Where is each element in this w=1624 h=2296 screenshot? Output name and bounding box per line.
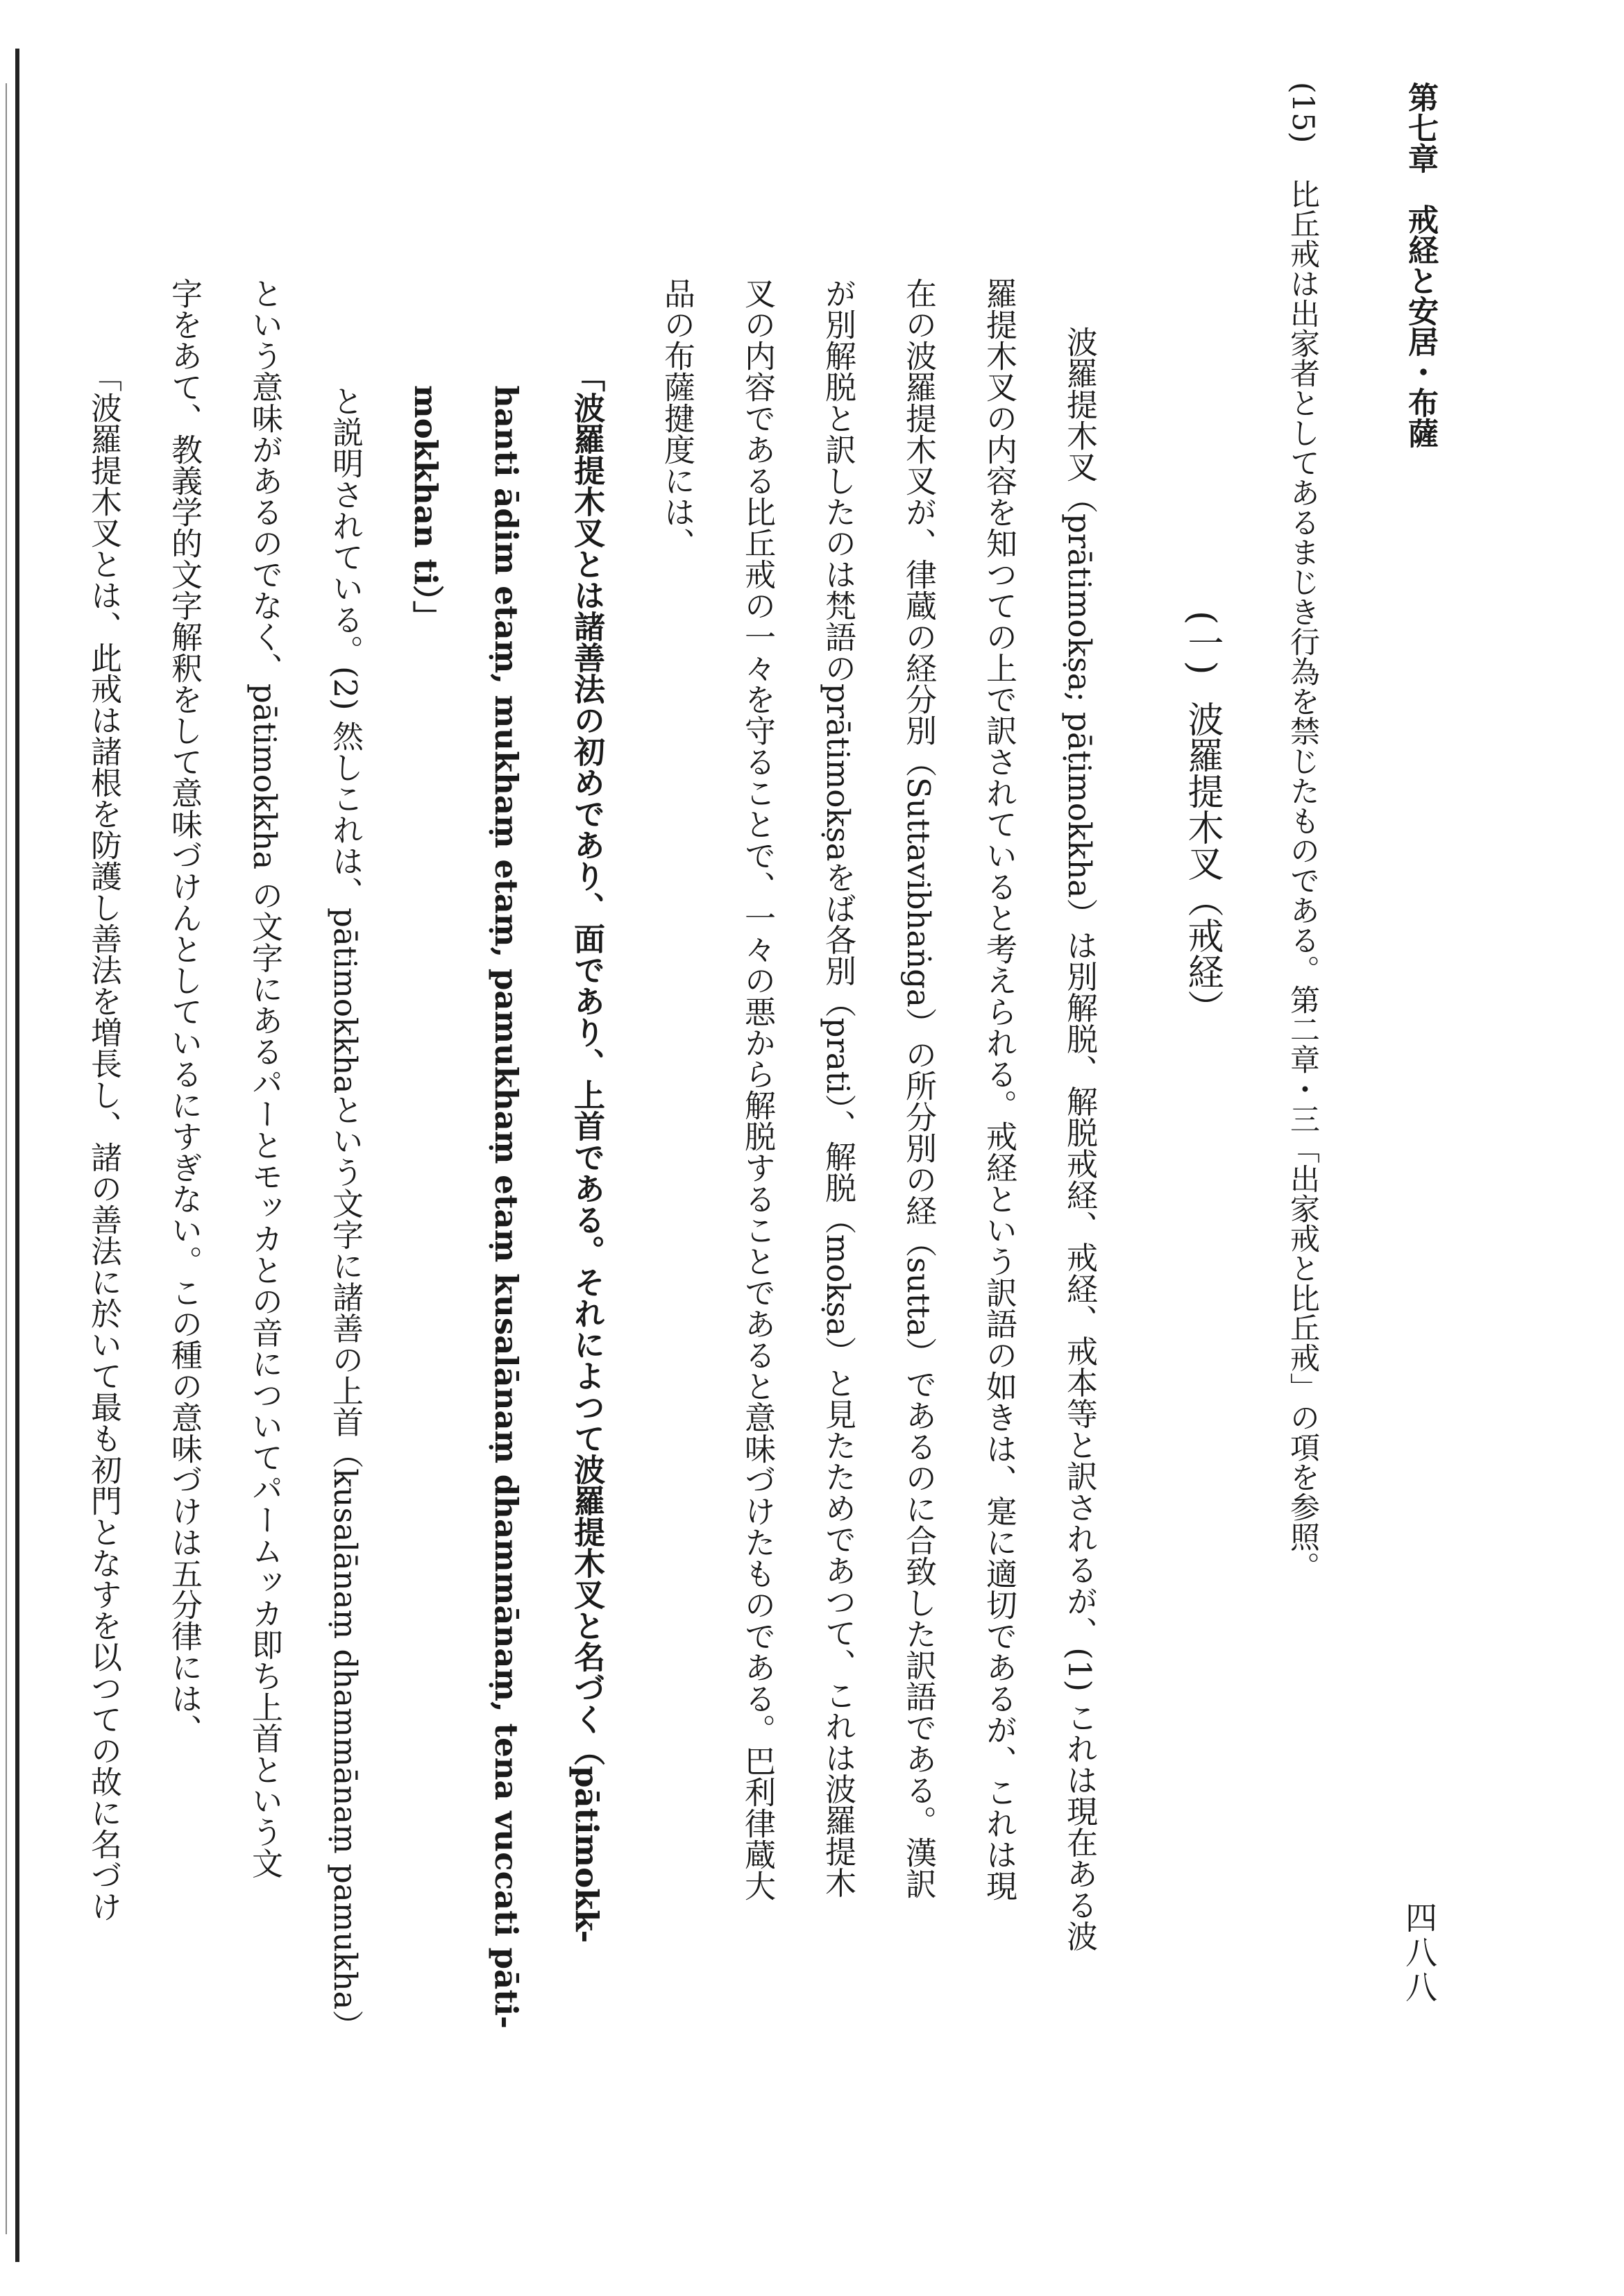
body-line-2: 羅提木叉の内容を知つての上で訳されていると考えられる。戒経という訳語の如きは、寔に適切であるが、これは現 bbox=[981, 278, 1017, 1901]
section-number: (一) bbox=[1181, 611, 1223, 675]
footnote-text: 比丘戒は出家者としてあるまじき行為を禁じたものである。第二章・三「出家戒と比丘戒」の項を参照。 bbox=[1285, 179, 1320, 1581]
body-line-7: と説明されている。(2) 然しこれは、pātimokkhaという文字に諸善の上首（kusalānaṃ dhammānaṃ pamukha） bbox=[327, 385, 364, 2041]
quote-line-2: hanti ādim etaṃ, mukhaṃ etaṃ, pamukhaṃ etaṃ kusalānaṃ dhammānaṃ, tena vuccati pāti- bbox=[488, 385, 525, 2029]
section-title: 波羅提木叉（戒経） bbox=[1181, 701, 1223, 1026]
page-number: 四八八 bbox=[1401, 1901, 1438, 2005]
page-binding-edge bbox=[15, 49, 19, 2262]
quote-line-4: 「波羅提木叉とは、此戒は諸根を防護し善法を増長し、諸の善法に於いて最も初門となすを以つての故に名づけ bbox=[85, 361, 122, 1922]
body-line-4: が別解脱と訳したのは梵語のprātimokṣaをば各別（prati）、解脱（mokṣa）と見たためであつて、これは波羅提木 bbox=[820, 278, 856, 1898]
body-line-1: 波羅提木叉（prātimokṣa; pāṭimokkha）は別解脱、解脱戒経、戒経、戒本等と訳されるが、(1) これは現在ある波 bbox=[1061, 326, 1098, 1952]
page-binding-shadow bbox=[6, 83, 7, 2234]
body-line-3: 在の波羅提木叉が、律蔵の経分別（Suttavibhaṅga）の所分別の経（sutta）であるのに合致した訳語である。漢訳 bbox=[900, 278, 937, 1899]
body-line-8: という意味があるのでなく、pātimokkha の文字にあるパーとモッカとの音についてパームッカ即ち上首という文 bbox=[246, 278, 283, 1879]
quote-line-3: mokkhan ti）」 bbox=[407, 385, 444, 632]
body-line-5: 叉の内容である比丘戒の一々を守ることで、一々の悪から解脱することであると意味づけたものである。巴利律蔵大 bbox=[739, 278, 776, 1901]
body-line-6: 品の布薩揵度には、 bbox=[659, 278, 695, 559]
running-header: 第七章 戒経と安居・布薩 bbox=[1403, 82, 1438, 448]
quote-line-1: 「波羅提木叉とは諸善法の初めであり、面であり、上首である。それによつて波羅提木叉と名づく（pātimokk- bbox=[568, 361, 605, 1944]
footnote-marker: (15) bbox=[1285, 82, 1320, 144]
body-line-9: 字をあて、教義学的文字解釈をして意味づけんとしているにすぎない。この種の意味づけは五分律には、 bbox=[166, 278, 203, 1745]
